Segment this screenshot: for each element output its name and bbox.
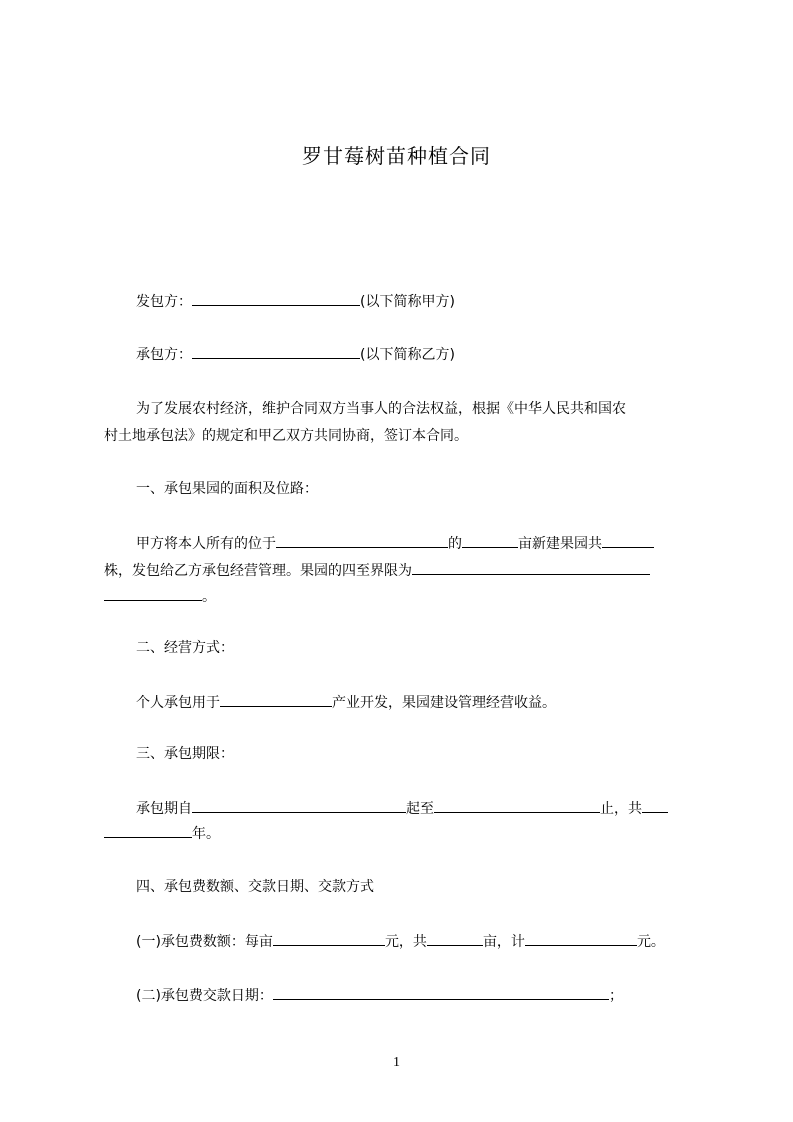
page-number: 1 [393,1055,400,1070]
section-3-line-2 [104,823,704,844]
location-blank [276,533,448,548]
section-2-heading: 二、经营方式： [136,640,234,656]
section-4-heading: 四、承包费数额、交款日期、交款方式 [136,879,374,895]
start-date-blank [192,798,406,813]
years-blank-cont [104,823,192,838]
party-b-line [104,344,704,365]
s3-text-1: 承包期自 [136,801,192,817]
boundary-blank-cont [104,586,202,601]
s4-i1-text-d: 元。 [636,934,665,950]
s2-text-1: 个人承包用于 [136,695,220,711]
s4-i1-text-a: (一)承包费数额：每亩 [136,934,273,950]
preamble-line-1: 为了发展农村经济，维护合同双方当事人的合法权益，根据《中华人民共和国农 [136,401,626,417]
document-title: 罗甘莓树苗种植合同 [302,144,491,168]
s4-i1-text-c: 亩，计 [482,934,525,950]
party-b-suffix: (以下简称乙方) [360,347,455,363]
total-fee-blank [525,931,637,946]
section-1-line-1 [104,533,704,554]
party-a-label: 发包方： [136,294,192,310]
party-b-label: 承包方： [136,347,192,363]
section-1-line-2 [104,560,704,581]
area-blank [462,533,518,548]
end-date-blank [434,798,600,813]
section-3-heading: 三、承包期限： [136,746,234,762]
s4-i2-end: ； [608,988,623,1004]
section-1-line-3 [104,586,704,607]
section-4-item-1 [104,931,704,952]
s3-end: 年。 [192,826,220,842]
section-1-heading: 一、承包果园的面积及位路： [136,481,318,497]
party-b-blank [192,344,360,359]
party-a-blank [192,291,360,306]
s1-text-3: 亩新建果园共 [518,536,602,552]
s3-text-2: 起至 [406,801,434,817]
s4-i1-text-b: 元，共 [384,934,427,950]
s1-end: 。 [202,589,216,605]
s3-text-3: 止，共 [600,801,642,817]
s1-text-1: 甲方将本人所有的位于 [136,536,276,552]
section-4-item-2 [104,985,704,1006]
industry-blank [220,692,332,707]
fee-per-mu-blank [273,931,385,946]
party-a-line [104,291,704,312]
s4-i2-text-a: (二)承包费交款日期： [136,988,273,1004]
boundary-blank [412,560,650,575]
years-blank [642,798,668,813]
tree-count-blank [602,533,654,548]
payment-date-blank [273,985,609,1000]
s2-text-2: 产业开发，果园建设管理经营收益。 [332,695,556,711]
section-2-line [104,692,704,713]
party-a-suffix: (以下简称甲方) [360,294,455,310]
s1-text-2: 的 [448,536,462,552]
total-mu-blank [427,931,483,946]
section-3-line-1 [104,798,704,819]
s1-text-4: 株，发包给乙方承包经营管理。果园的四至界限为 [104,563,412,579]
preamble-line-2: 村土地承包法》的规定和甲乙双方共同协商，签订本合同。 [104,428,468,444]
